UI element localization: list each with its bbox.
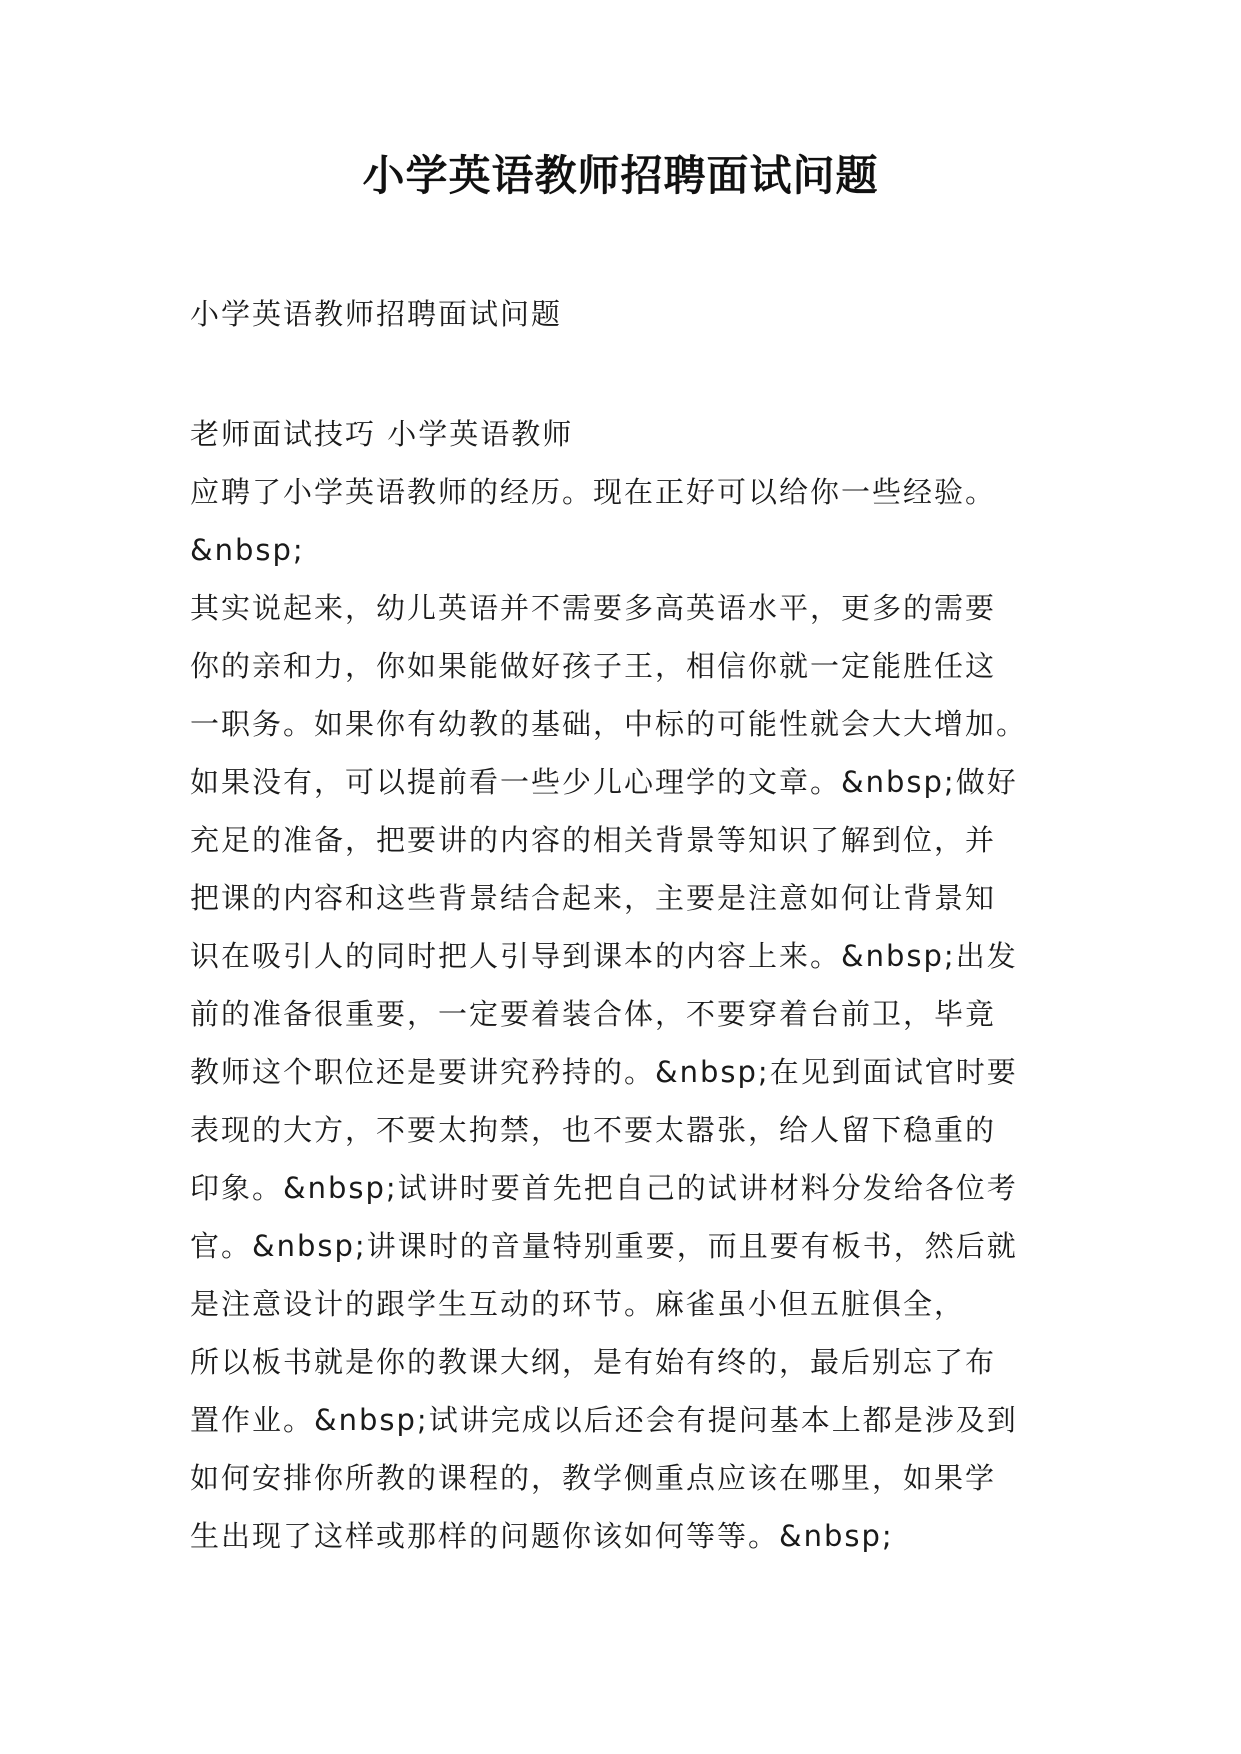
body-line: 所以板书就是你的教课大纲，是有始有终的，最后别忘了布 (190, 1345, 997, 1379)
body-line: 老师面试技巧 小学英语教师 (190, 417, 574, 451)
document-title: 小学英语教师招聘面试问题 (362, 151, 879, 200)
body-line: 应聘了小学英语教师的经历。现在正好可以给你一些经验。 (190, 475, 997, 509)
body-line: 表现的大方，不要太拘禁，也不要太嚣张，给人留下稳重的 (190, 1113, 997, 1147)
body-line: 充足的准备，把要讲的内容的相关背景等知识了解到位，并 (190, 823, 997, 857)
document-subtitle: 小学英语教师招聘面试问题 (190, 297, 563, 331)
body-line: 把课的内容和这些背景结合起来，主要是注意如何让背景知 (190, 881, 997, 915)
body-line: 识在吸引人的同时把人引导到课本的内容上来。&nbsp;出发 (190, 939, 1018, 973)
body-line: 官。&nbsp;讲课时的音量特别重要，而且要有板书，然后就 (190, 1229, 1018, 1263)
body-line: 教师这个职位还是要讲究矜持的。&nbsp;在见到面试官时要 (190, 1055, 1018, 1089)
body-line: 一职务。如果你有幼教的基础，中标的可能性就会大大增加。 (190, 707, 1028, 741)
body-line: 是注意设计的跟学生互动的环节。麻雀虽小但五脏俱全， (190, 1287, 966, 1321)
body-line: 其实说起来，幼儿英语并不需要多高英语水平，更多的需要 (190, 591, 997, 625)
document-body (190, 405, 1070, 1565)
body-line: 前的准备很重要，一定要着装合体，不要穿着台前卫，毕竟 (190, 997, 997, 1031)
body-line: &nbsp; (190, 533, 305, 567)
body-line: 生出现了这样或那样的问题你该如何等等。&nbsp; (190, 1519, 894, 1553)
body-line: 印象。&nbsp;试讲时要首先把自己的试讲材料分发给各位考 (190, 1171, 1018, 1205)
body-line: 置作业。&nbsp;试讲完成以后还会有提问基本上都是涉及到 (190, 1403, 1018, 1437)
body-line: 如何安排你所教的课程的，教学侧重点应该在哪里，如果学 (190, 1461, 997, 1495)
body-line: 如果没有，可以提前看一些少儿心理学的文章。&nbsp;做好 (190, 765, 1018, 799)
body-line: 你的亲和力，你如果能做好孩子王，相信你就一定能胜任这 (190, 649, 997, 683)
